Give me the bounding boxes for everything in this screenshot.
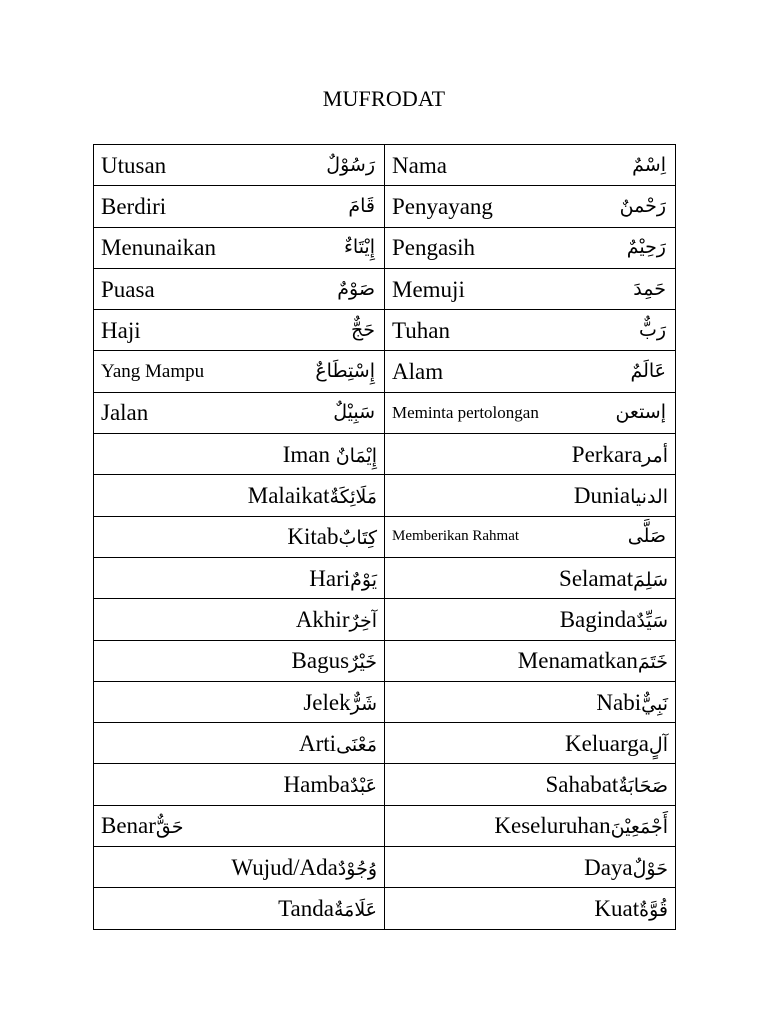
arabic-word: حَقٌّ (155, 816, 184, 839)
indonesian-word: Sahabat (545, 772, 619, 798)
vocab-cell-right (385, 186, 676, 227)
table-row (94, 805, 676, 846)
indonesian-word: Kitab (287, 524, 339, 550)
arabic-word: رَحْمنٌ (619, 194, 666, 217)
arabic-word: رَحِيْمٌ (626, 236, 666, 259)
arabic-word: مَلَائِكَةٌ (329, 486, 377, 509)
table-row (94, 310, 676, 351)
indonesian-word: Benar (101, 813, 156, 839)
vocab-cell-left (94, 268, 385, 309)
arabic-word: أمر (642, 444, 668, 467)
arabic-word: الدنيا (630, 486, 668, 509)
vocab-cell-left (94, 723, 385, 764)
vocab-cell-left (94, 516, 385, 557)
indonesian-word: Nabi (596, 689, 642, 715)
vocab-cell-left (94, 557, 385, 598)
arabic-word: إِيْمَانٌ (335, 444, 377, 467)
vocab-cell-right (385, 268, 676, 309)
vocab-cell-left (94, 847, 385, 888)
table-row (94, 723, 676, 764)
table-row (94, 268, 676, 309)
arabic-word: رَسُوْلٌ (326, 153, 375, 176)
arabic-word: عَبْدٌ (349, 775, 377, 798)
arabic-word: حَجٌّ (350, 318, 375, 341)
indonesian-word: Iman (282, 441, 330, 467)
arabic-word: أَجْمَعِيْنَ (610, 816, 668, 839)
indonesian-word: Keseluruhan (494, 813, 611, 839)
indonesian-word: Arti (299, 730, 337, 756)
table-row (94, 516, 676, 557)
indonesian-word: Hari (309, 565, 351, 591)
indonesian-word: Malaikat (247, 483, 330, 509)
table-row (94, 681, 676, 722)
table-row (94, 764, 676, 805)
vocab-cell-right (385, 640, 676, 681)
indonesian-word: Dunia (573, 483, 631, 509)
arabic-word: يَوْمٌ (350, 568, 377, 591)
arabic-word: خَتَمَ (637, 651, 668, 674)
vocab-cell-right (385, 392, 676, 433)
vocab-cell-right (385, 557, 676, 598)
arabic-word: إِيْتَاءٌ (343, 236, 375, 259)
arabic-word: شَرٌّ (350, 692, 377, 715)
indonesian-word: Akhir (295, 606, 350, 632)
arabic-word: حَوْلٌ (632, 857, 668, 880)
arabic-word: صَوْمٌ (337, 277, 375, 300)
vocabulary-table (93, 144, 676, 930)
vocab-cell-left (94, 351, 385, 392)
vocab-cell-right (385, 516, 676, 557)
indonesian-word: Memuji (392, 276, 465, 302)
indonesian-word: Haji (101, 317, 141, 343)
arabic-word: آخِرٌ (349, 609, 377, 632)
vocab-cell-right (385, 475, 676, 516)
table-row (94, 475, 676, 516)
table-row (94, 888, 676, 929)
indonesian-word: Utusan (101, 152, 167, 178)
vocab-cell-left (94, 640, 385, 681)
table-row (94, 351, 676, 392)
vocab-cell-left (94, 145, 385, 186)
vocab-cell-left (94, 186, 385, 227)
arabic-word: سَيِّدٌ (636, 609, 668, 632)
vocab-cell-left (94, 805, 385, 846)
table-row (94, 145, 676, 186)
vocab-cell-left (94, 681, 385, 722)
vocab-cell-left (94, 310, 385, 351)
indonesian-word: Berdiri (101, 193, 167, 219)
vocab-cell-right (385, 723, 676, 764)
arabic-word: اِسْمٌ (632, 153, 666, 176)
indonesian-word: Yang Mampu (101, 361, 205, 383)
indonesian-word: Keluarga (565, 730, 649, 756)
vocab-cell-left (94, 392, 385, 433)
indonesian-word: Perkara (571, 441, 643, 467)
indonesian-word: Selamat (559, 565, 634, 591)
indonesian-word: Baginda (559, 606, 637, 632)
vocab-cell-right (385, 145, 676, 186)
arabic-word: نَبِيٌّ (641, 692, 668, 715)
arabic-word: وُجُوْدٌ (337, 857, 377, 880)
indonesian-word: Jelek (303, 689, 351, 715)
arabic-word: آلٍ (648, 733, 668, 756)
vocab-cell-left (94, 475, 385, 516)
table-row (94, 847, 676, 888)
arabic-word: إستعن (615, 401, 666, 424)
table-row (94, 599, 676, 640)
vocab-cell-left (94, 764, 385, 805)
arabic-word: صَحَابَةٌ (618, 775, 668, 798)
vocab-cell-right (385, 764, 676, 805)
indonesian-word: Jalan (101, 400, 149, 426)
table-row (94, 227, 676, 268)
vocab-cell-right (385, 434, 676, 475)
table-row (94, 392, 676, 433)
arabic-word: حَمِدَ (633, 277, 666, 300)
arabic-word: إِسْتِطَاعٌ (315, 360, 375, 383)
indonesian-word: Wujud/Ada (231, 854, 338, 880)
arabic-word: قَامَ (348, 194, 375, 217)
arabic-word: مَعْنَى (336, 733, 377, 756)
indonesian-word: Kuat (594, 895, 640, 921)
vocab-cell-left (94, 434, 385, 475)
indonesian-word: Tanda (278, 895, 334, 921)
table-row (94, 434, 676, 475)
vocab-cell-right (385, 888, 676, 929)
table-row (94, 186, 676, 227)
arabic-word: قُوَّةٌ (639, 898, 668, 921)
indonesian-word: Memberikan Rahmat (392, 528, 520, 545)
vocab-cell-right (385, 847, 676, 888)
table-row (94, 640, 676, 681)
arabic-word: رَبٌّ (638, 318, 666, 341)
indonesian-word: Alam (392, 359, 444, 385)
indonesian-word: Puasa (101, 276, 155, 302)
indonesian-word: Bagus (291, 648, 350, 674)
vocab-cell-right (385, 351, 676, 392)
arabic-word: سَلِمَ (633, 568, 668, 591)
vocab-cell-left (94, 888, 385, 929)
arabic-word: سَبِيْلٌ (333, 401, 375, 424)
page-title: MUFRODAT (322, 86, 446, 111)
table-row (94, 557, 676, 598)
vocab-cell-right (385, 310, 676, 351)
arabic-word: عَالَمٌ (630, 360, 666, 383)
indonesian-word: Nama (392, 152, 447, 178)
vocab-cell-right (385, 681, 676, 722)
indonesian-word: Meminta pertolongan (392, 403, 539, 423)
indonesian-word: Penyayang (392, 193, 493, 219)
vocab-cell-right (385, 599, 676, 640)
indonesian-word: Pengasih (392, 235, 476, 261)
indonesian-word: Daya (584, 854, 633, 880)
vocab-cell-left (94, 227, 385, 268)
indonesian-word: Menamatkan (517, 648, 638, 674)
vocab-cell-right (385, 805, 676, 846)
arabic-word: عَلَامَةٌ (333, 898, 377, 921)
arabic-word: صَلَّى (627, 525, 666, 548)
indonesian-word: Tuhan (392, 317, 450, 343)
arabic-word: خَيْرٌ (349, 651, 377, 674)
vocab-cell-right (385, 227, 676, 268)
arabic-word: كِتَابٌ (338, 527, 377, 550)
vocab-cell-left (94, 599, 385, 640)
indonesian-word: Menunaikan (101, 235, 216, 261)
indonesian-word: Hamba (283, 772, 350, 798)
